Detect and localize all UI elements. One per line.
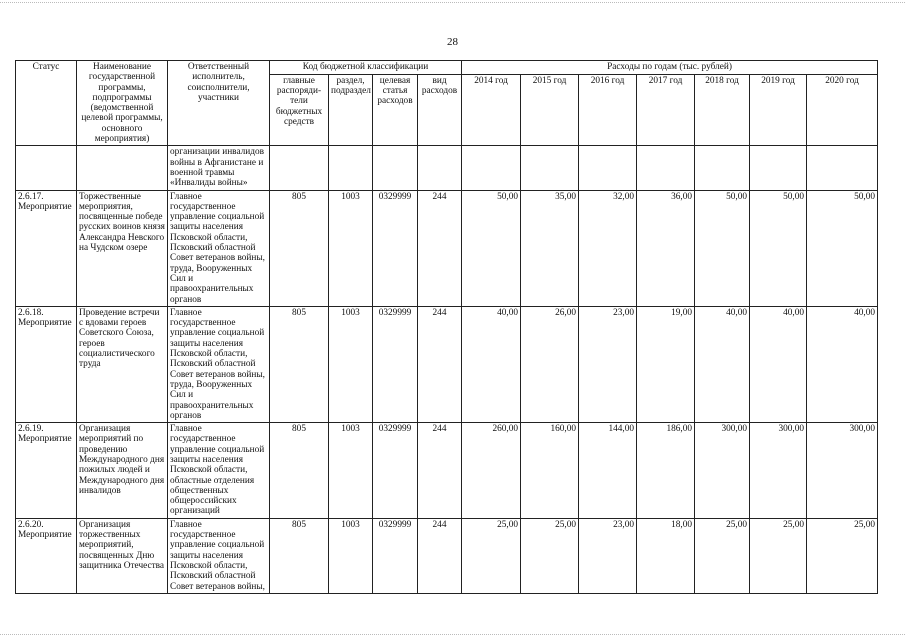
header-year-2018: 2018 год xyxy=(695,74,750,146)
cell-empty xyxy=(418,146,462,190)
scan-top-edge xyxy=(0,2,905,4)
cell-value-2019: 300,00 xyxy=(750,423,807,519)
cell-status: 2.6.17. Мероприятие xyxy=(16,190,77,306)
cell-empty xyxy=(579,146,637,190)
cell-empty xyxy=(807,146,878,190)
cell-value-2017: 18,00 xyxy=(637,518,695,593)
cell-value-2018: 50,00 xyxy=(695,190,750,306)
cell-name: Организация мероприятий по проведению Международного дня пожилых людей и Международного дня инвалидов xyxy=(77,423,168,519)
cell-empty xyxy=(329,146,373,190)
header-vid: вид расходов xyxy=(418,74,462,146)
header-executor: Ответственный исполнитель, соисполнители, участники xyxy=(168,61,270,146)
cell-value-2014: 40,00 xyxy=(462,306,521,422)
cell-value-2017: 186,00 xyxy=(637,423,695,519)
cell-empty xyxy=(750,146,807,190)
header-year-2014: 2014 год xyxy=(462,74,521,146)
cell-value-2019: 40,00 xyxy=(750,306,807,422)
header-budget-code: Код бюджетной классификации xyxy=(270,61,462,75)
header-razdel: раздел, подраздел xyxy=(329,74,373,146)
header-year-2020: 2020 год xyxy=(807,74,878,146)
cell-executor: Главное государственное управление социальной защиты населения Псковской области, Псковский областной Совет ветеранов войны, xyxy=(168,518,270,593)
cell-vid: 244 xyxy=(418,518,462,593)
cell-razdel: 1003 xyxy=(329,306,373,422)
header-year-2019: 2019 год xyxy=(750,74,807,146)
cell-status: 2.6.20. Мероприятие xyxy=(16,518,77,593)
cell-status: 2.6.19. Мероприятие xyxy=(16,423,77,519)
cell-statya: 0329999 xyxy=(373,518,418,593)
cell-razdel: 1003 xyxy=(329,423,373,519)
cell-grbs: 805 xyxy=(270,423,329,519)
cell-status: 2.6.18. Мероприятие xyxy=(16,306,77,422)
header-year-2016: 2016 год xyxy=(579,74,637,146)
table-row xyxy=(16,146,878,190)
table-row xyxy=(16,190,878,306)
table-row xyxy=(16,518,878,593)
cell-value-2020: 300,00 xyxy=(807,423,878,519)
cell-empty xyxy=(462,146,521,190)
header-grbs: главные распоряди-тели бюджетных средств xyxy=(270,74,329,146)
header-expenses: Расходы по годам (тыс. рублей) xyxy=(462,61,878,75)
table-row xyxy=(16,423,878,519)
cell-executor: Главное государственное управление социальной защиты населения Псковской области, Псковский областной Совет ветеранов войны, труда, Вооруженных Сил и правоохранительных органов xyxy=(168,190,270,306)
cell-vid: 244 xyxy=(418,306,462,422)
cell-razdel: 1003 xyxy=(329,190,373,306)
cell-value-2020: 40,00 xyxy=(807,306,878,422)
cell-executor: Главное государственное управление социальной защиты населения Псковской области, областные отделения общественных общероссийских организаций xyxy=(168,423,270,519)
cell-empty xyxy=(270,146,329,190)
cell-value-2020: 50,00 xyxy=(807,190,878,306)
cell-empty xyxy=(695,146,750,190)
cell-value-2014: 260,00 xyxy=(462,423,521,519)
cell-value-2016: 23,00 xyxy=(579,306,637,422)
cell-value-2014: 25,00 xyxy=(462,518,521,593)
cell-empty xyxy=(521,146,579,190)
header-status: Статус xyxy=(16,61,77,146)
page-number: 28 xyxy=(447,36,458,48)
cell-value-2016: 144,00 xyxy=(579,423,637,519)
cell-razdel: 1003 xyxy=(329,518,373,593)
cell-value-2018: 300,00 xyxy=(695,423,750,519)
cell-executor: Главное государственное управление социальной защиты населения Псковской области, Псковский областной Совет ветеранов войны, труда, Вооруженных Сил и правоохранительных органов xyxy=(168,306,270,422)
cell-value-2016: 23,00 xyxy=(579,518,637,593)
cell-grbs: 805 xyxy=(270,190,329,306)
cell-value-2014: 50,00 xyxy=(462,190,521,306)
cell-value-2020: 25,00 xyxy=(807,518,878,593)
cell-name: Торжественные мероприятия, посвященные победе русских воинов князя Александра Невского на Чудском озере xyxy=(77,190,168,306)
cell-value-2017: 19,00 xyxy=(637,306,695,422)
cell-empty xyxy=(373,146,418,190)
cell-name: Организация торжественных мероприятий, посвященных Дню защитника Отечества xyxy=(77,518,168,593)
cell-empty xyxy=(16,146,77,190)
cell-statya: 0329999 xyxy=(373,306,418,422)
cell-empty xyxy=(77,146,168,190)
cell-value-2015: 160,00 xyxy=(521,423,579,519)
header-year-2015: 2015 год xyxy=(521,74,579,146)
cell-value-2019: 25,00 xyxy=(750,518,807,593)
cell-vid: 244 xyxy=(418,190,462,306)
cell-value-2017: 36,00 xyxy=(637,190,695,306)
table-row xyxy=(16,306,878,422)
header-year-2017: 2017 год xyxy=(637,74,695,146)
cell-value-2015: 35,00 xyxy=(521,190,579,306)
header-name: Наименование государственной программы, подпрограммы (ведомственной целевой программы, основного мероприятия) xyxy=(77,61,168,146)
cell-empty xyxy=(637,146,695,190)
cell-value-2015: 26,00 xyxy=(521,306,579,422)
cell-value-2016: 32,00 xyxy=(579,190,637,306)
cell-value-2018: 40,00 xyxy=(695,306,750,422)
cell-executor: организации инвалидов войны в Афганистане и военной травмы «Инвалиды войны» xyxy=(168,146,270,190)
cell-value-2018: 25,00 xyxy=(695,518,750,593)
scan-bottom-edge xyxy=(0,634,905,636)
budget-table xyxy=(15,60,878,594)
header-statya: целевая статья расходов xyxy=(373,74,418,146)
cell-statya: 0329999 xyxy=(373,423,418,519)
cell-value-2019: 50,00 xyxy=(750,190,807,306)
cell-grbs: 805 xyxy=(270,306,329,422)
cell-name: Проведение встречи с вдовами героев Советского Союза, героев социалистического труда xyxy=(77,306,168,422)
cell-value-2015: 25,00 xyxy=(521,518,579,593)
cell-vid: 244 xyxy=(418,423,462,519)
cell-grbs: 805 xyxy=(270,518,329,593)
cell-statya: 0329999 xyxy=(373,190,418,306)
